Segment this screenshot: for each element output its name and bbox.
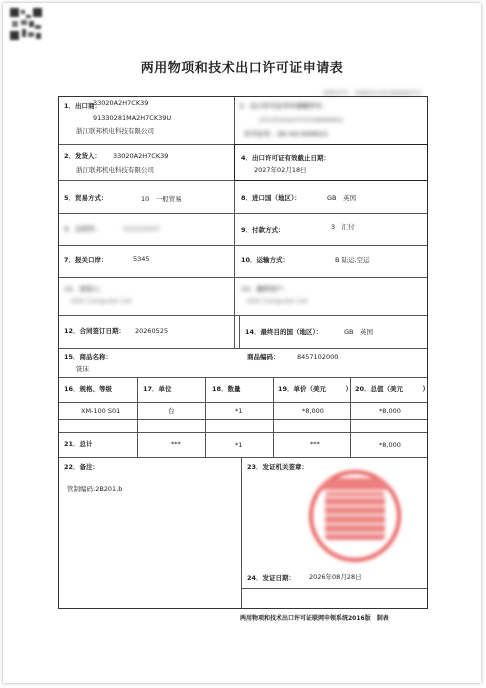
col-qty-header: 18．数量: [212, 385, 241, 393]
form-serial-number: 表格序号：2A83210226666472: [322, 89, 421, 97]
goods-code-value: 8457102000: [297, 353, 339, 361]
license-no: 许可证号：2B-4G-X08621: [244, 130, 329, 138]
row-spec: XM-100 S01: [81, 407, 121, 415]
col-price-header: 19．单价（美元 ）: [278, 385, 353, 393]
trade-mode-label: 5．贸易方式：: [64, 194, 108, 202]
exporter-credit-code: 91330281MA2H7CK39U: [93, 114, 172, 122]
issue-date-label: 24．发证日期：: [247, 574, 296, 582]
total-price: ***: [310, 440, 320, 448]
consignee-value: XXX Computer Ltd: [71, 297, 132, 305]
validity-date-value: 2027年02月18日: [254, 166, 307, 174]
end-user-label: 13．最终用户：: [241, 285, 290, 293]
remarks-value: 管制编码:2B201.b: [67, 485, 123, 493]
import-country-value: GB 英国: [327, 194, 356, 202]
end-user-value: XXX Computer Ltd: [247, 297, 308, 305]
payment-label: 9．付款方式：: [241, 226, 285, 234]
exporter-label: 1．出口商：: [64, 102, 102, 110]
total-qty: *1: [235, 441, 243, 449]
consignor-name: 浙江联邦机电科技有限公司: [76, 166, 154, 174]
official-seal-icon: [309, 470, 401, 562]
application-no: 201302A2H7CK39688862: [259, 116, 344, 124]
row-qty: *1: [235, 407, 243, 415]
contract-date-value: 20260525: [135, 327, 169, 335]
consignee-label: 11．收货人：: [64, 285, 106, 293]
row-total: *8,000: [379, 407, 401, 415]
qr-code-icon: [9, 7, 43, 41]
import-country-label: 8．进口国（地区）：: [241, 194, 301, 202]
form-title: 两用物项和技术出口许可证申请表: [140, 61, 344, 76]
goods-name-label: 15．商品名称：: [64, 353, 113, 361]
form-footer: 两用物项和技术出口许可证联网申领系统2016版 制表: [240, 615, 389, 622]
contract-no-value: FZ2025007: [123, 225, 161, 233]
trade-mode-value: 10 一般贸易: [141, 195, 182, 203]
col-unit-header: 17．单位: [143, 385, 172, 393]
application-no-label: 3．出口许可证号申请顺序号：: [239, 102, 329, 110]
issuer-seal-label: 23．发证机关签章：: [247, 463, 309, 471]
col-total-header: 20．总值（美元 ）: [355, 385, 430, 393]
transport-label: 10．运输方式：: [241, 256, 290, 264]
total-unit: ***: [171, 440, 181, 448]
col-spec-header: 16．规格、等级: [64, 385, 113, 393]
customs-port-value: 5345: [133, 255, 150, 263]
total-label: 21．总计: [64, 440, 93, 448]
remarks-label: 22．备注：: [64, 463, 100, 471]
contract-date-label: 12．合同签订日期：: [64, 327, 126, 335]
goods-code-label: 商品编码：: [247, 353, 280, 361]
final-destination-label: 14．最终目的国（地区）：: [245, 328, 323, 336]
validity-date-label: 4．出口许可证有效截止日期：: [241, 154, 331, 162]
consignor-label: 2．发货人：: [64, 152, 102, 160]
row-unit: 台: [168, 407, 175, 415]
customs-port-label: 7．报关口岸：: [64, 256, 108, 264]
contract-no-label: 6．合同号：: [64, 225, 102, 233]
goods-name-value: 铣床: [76, 365, 89, 373]
payment-value: 3 汇付: [331, 223, 355, 231]
consignor-code: 33020A2H7CK39: [113, 152, 169, 160]
exporter-name: 浙江联邦机电科技有限公司: [76, 127, 154, 135]
issue-date-value: 2026年08月28日: [309, 573, 362, 581]
exporter-code: 33020A2H7CK39: [93, 99, 149, 107]
total-value: *8,000: [379, 441, 401, 449]
final-destination-value: GB 英国: [344, 328, 373, 336]
transport-value: B 陆运,空运: [335, 256, 370, 264]
row-price: *8,000: [302, 407, 324, 415]
